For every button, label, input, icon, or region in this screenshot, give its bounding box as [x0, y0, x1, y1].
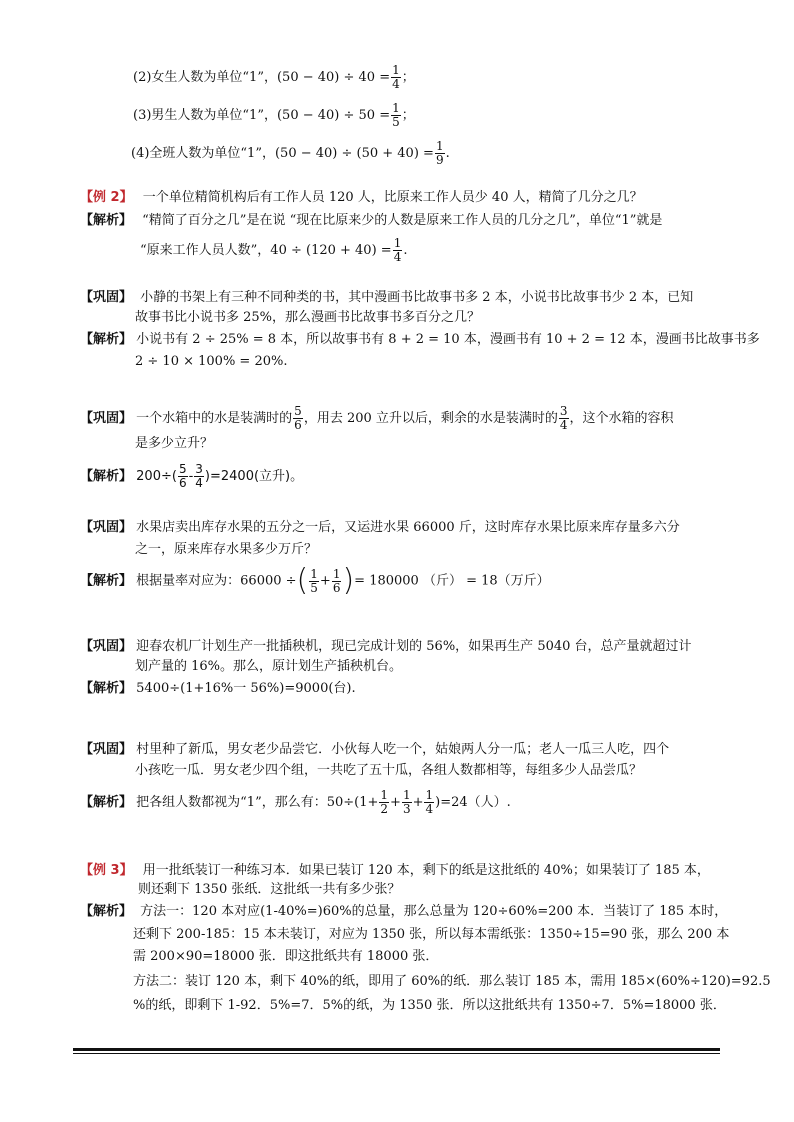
example-3-question-line-2: 则还剩下 1350 张纸．这批纸一共有多少张？: [138, 882, 401, 897]
item-4: (4)全班人数为单位“1”，(50 − 40) ÷ (50 + 40) = $\frac{1}{9}$ .: [131, 139, 450, 167]
consolidation-tag: 【巩固】: [80, 290, 133, 305]
example-2-solution-line-1: 【解析】 “精简了百分之几”是在说 “现在比原来少的人数是原来工作人员的几分之几”，单位“1”就是: [80, 213, 663, 228]
consolidation-tag: 【巩固】: [80, 742, 133, 757]
solution-tag: 【解析】: [80, 332, 133, 347]
example-tag: 【例 2】: [80, 190, 133, 205]
item-2-text: (2)女生人数为单位“1”，(50 − 40) ÷ 40 =: [133, 70, 391, 85]
consolidation-1-solution-line-1: 【解析】 小说书有 2 ÷ 25% = 8 本，所以故事书有 8 + 2 = 10 本，漫画书有 10 + 2 = 12 本，漫画书比故事书多: [80, 332, 760, 347]
item-4-text: (4)全班人数为单位“1”，(50 − 40) ÷ (50 + 40) =: [131, 146, 434, 161]
fraction: $\frac{1}{6}$: [332, 566, 341, 595]
consolidation-2-solution: 【解析】 200÷( $\frac{5}{6}$ - $\frac{3}{4}$ )=2400(立升)。: [80, 462, 304, 490]
example-tag: 【例 3】: [80, 863, 133, 878]
fraction: $\frac{5}{6}$: [178, 462, 187, 490]
solution-tag: 【解析】: [80, 904, 133, 919]
example-2-solution-line-2: “原来工作人员人数”，40 ÷ (120 + 40) = $\frac{1}{4}$ .: [140, 236, 408, 264]
consolidation-tag: 【巩固】: [80, 639, 133, 654]
example-3-question-line-1: 【例 3】 用一批纸装订一种练习本．如果已装订 120 本，剩下的纸是这批纸的 40%；如果装订了 185 本，: [80, 863, 710, 878]
consolidation-4-question-line-1: 【巩固】 迎春农机厂计划生产一批插秧机，现已完成计划的 56%，如果再生产 5040 台，总产量就超过计: [80, 639, 692, 654]
fraction: $\frac{1}{9}$: [435, 139, 444, 167]
consolidation-5-question-line-2: 小孩吃一瓜．男女老少四个组，一共吃了五十瓜，各组人数都相等，每组多少人品尝瓜？: [135, 763, 643, 778]
example-2-question: 【例 2】 一个单位精简机构后有工作人员 120 人，比原来工作人员少 40 人，精简了几分之几？: [80, 190, 643, 205]
solution-tag: 【解析】: [80, 213, 133, 228]
solution-tag: 【解析】: [80, 469, 133, 484]
consolidation-4-solution: 【解析】 5400÷(1+16%一 56%)=9000(台).: [80, 681, 356, 696]
consolidation-3-solution: 【解析】 根据量率对应为：66000 ÷( $\frac{1}{5}$ + $\frac{1}{6}$ )= 180000 （斤） = 18（万斤）: [80, 563, 550, 598]
consolidation-5-solution: 【解析】 把各组人数都视为“1”，那么有：50÷(1+ $\frac{1}{2}$ + $\frac{1}{3}$ + $\frac{1}{4}$ )=24（人）.: [80, 788, 511, 816]
consolidation-1-question-line-1: 【巩固】 小静的书架上有三种不同种类的书，其中漫画书比故事书多 2 本，小说书比故事书少 2 本，已知: [80, 290, 694, 305]
consolidation-4-question-line-2: 划产量的 16%。那么，原计划生产插秧机台。: [135, 659, 403, 674]
fraction: $\frac{1}{4}$: [392, 63, 400, 91]
consolidation-2-question-line-1: 【巩固】 一个水箱中的水是装满时的 $\frac{5}{6}$ ，用去 200 立升以后，剩余的水是装满时的 $\frac{3}{4}$ ，这个水箱的容积: [80, 404, 674, 432]
item-2: (2)女生人数为单位“1”，(50 − 40) ÷ 40 = $\frac{1}{4}$ ；: [133, 63, 415, 91]
consolidation-tag: 【巩固】: [80, 520, 133, 535]
fraction: $\frac{1}{4}$: [425, 788, 434, 816]
example-3-solution-line-2: 还剩下 200-185：15 本未装订，对应为 1350 张，所以每本需纸张：1350÷15=90 张，那么 200 本: [133, 927, 730, 942]
consolidation-tag: 【巩固】: [80, 411, 133, 426]
fraction: $\frac{3}{4}$: [559, 404, 568, 432]
consolidation-3-question-line-1: 【巩固】 水果店卖出库存水果的五分之一后，又运进水果 66000 斤，这时库存水果比原来库存量多六分: [80, 520, 680, 535]
fraction: $\frac{1}{4}$: [393, 236, 402, 264]
footer-rule-thick: [73, 1048, 720, 1051]
consolidation-3-question-line-2: 之一，原来库存水果多少万斤？: [135, 542, 318, 557]
fraction: $\frac{1}{3}$: [402, 788, 411, 816]
fraction: $\frac{1}{5}$: [392, 101, 400, 129]
consolidation-2-question-line-2: 是多少立升？: [135, 436, 214, 451]
item-3-text: (3)男生人数为单位“1”，(50 − 40) ÷ 50 =: [133, 108, 391, 123]
fraction: $\frac{3}{4}$: [195, 462, 203, 490]
left-paren: (: [296, 563, 309, 598]
fraction: $\frac{1}{2}$: [380, 788, 389, 816]
solution-tag: 【解析】: [80, 795, 133, 810]
fraction: $\frac{1}{5}$: [310, 566, 318, 595]
right-paren: ): [342, 563, 355, 598]
item-3: (3)男生人数为单位“1”，(50 − 40) ÷ 50 = $\frac{1}{5}$ ；: [133, 101, 415, 129]
example-3-solution-line-3: 需 200×90=18000 张．即这批纸共有 18000 张．: [133, 949, 439, 964]
example-3-solution-line-4: 方法二：装订 120 本，剩下 40%的纸，即用了 60%的纸．那么装订 185 本，需用 185×(60%÷120)=92.5: [133, 974, 771, 989]
fraction: $\frac{5}{6}$: [294, 404, 302, 432]
consolidation-1-question-line-2: 故事书比小说书多 25%，那么漫画书比故事书多百分之几？: [135, 310, 481, 325]
solution-tag: 【解析】: [80, 681, 133, 696]
example-3-solution-line-5: %的纸，即剩下 1-92．5%=7．5%的纸，为 1350 张．所以这批纸共有 1350÷7．5%=18000 张．: [133, 998, 726, 1013]
consolidation-5-question-line-1: 【巩固】 村里种了新瓜，男女老少品尝它．小伙每人吃一个，姑娘两人分一瓜；老人一瓜三人吃，四个: [80, 742, 670, 757]
footer-rule-thin: [73, 1053, 720, 1054]
consolidation-1-solution-line-2: 2 ÷ 10 × 100% = 20%.: [135, 354, 288, 369]
example-3-solution-line-1: 【解析】 方法一：120 本对应(1-40%=)60%的总量，那么总量为 120÷60%=200 本．当装订了 185 本时，: [80, 904, 728, 919]
solution-tag: 【解析】: [80, 573, 133, 589]
